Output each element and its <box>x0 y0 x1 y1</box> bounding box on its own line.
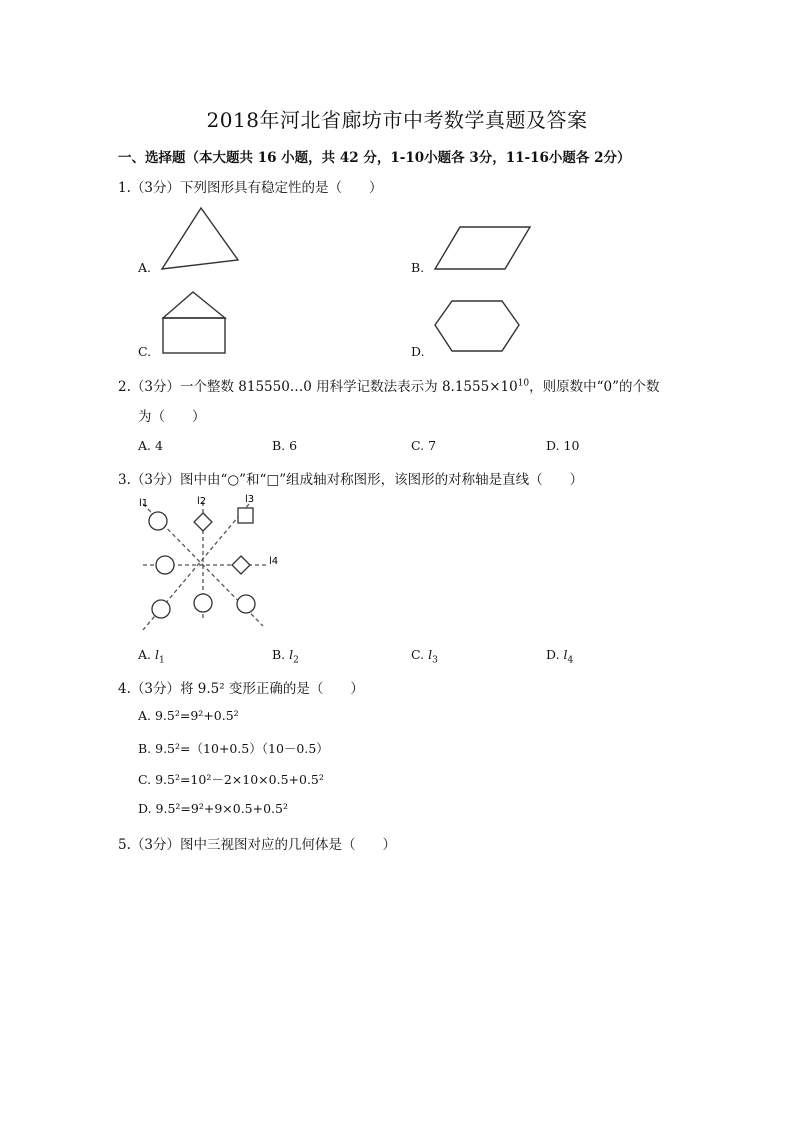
circle-shape <box>149 512 167 530</box>
q3-option-b-var: l <box>289 647 294 662</box>
q4-option-b: B. 9.5²=（10+0.5）（10－0.5） <box>138 741 329 756</box>
q3-option-c-var: l <box>428 647 433 662</box>
q1-option-a-label: A. <box>138 260 152 275</box>
q3-option-d-sub: 4 <box>567 655 574 666</box>
q2-stem-part1: 2.（3分）一个整数 815550…0 用科学记数法表示为 8.1555×10 <box>118 379 518 395</box>
circle-shape <box>194 594 212 612</box>
q5-stem: 5.（3分）图中三视图对应的几何体是（ ） <box>118 837 396 853</box>
diamond-square-shape <box>194 513 212 531</box>
q3-option-b-sub: 2 <box>293 655 299 666</box>
section-heading: 一、选择题（本大题共 16 小题，共 42 分，1-10小题各 3分，11-16小题各 2分） <box>118 150 631 166</box>
house-body-shape <box>163 318 225 353</box>
q2-option-d: D. 10 <box>546 438 580 453</box>
q2-stem-line2: 为（ ） <box>138 409 206 425</box>
q3-option-b-letter: B. <box>272 647 286 662</box>
circle-shape <box>152 600 170 618</box>
parallelogram-shape <box>435 227 530 269</box>
q4-stem: 4.（3分）将 9.5² 变形正确的是（ ） <box>118 681 364 697</box>
q3-option-c-letter: C. <box>411 647 425 662</box>
house-roof-shape <box>163 292 225 318</box>
q3-option-b <box>272 647 299 666</box>
q4-option-c: C. 9.5²=10²－2×10×0.5+0.5² <box>138 772 324 787</box>
q1-option-c-label: C. <box>138 344 152 359</box>
q2-option-b: B. 6 <box>272 438 298 453</box>
axis-l3-label: l3 <box>245 494 255 505</box>
q2-stem <box>118 375 660 395</box>
q2-stem-part2: ，则原数中“0”的个数 <box>529 379 660 395</box>
q3-option-a-var: l <box>155 647 159 662</box>
q1-parallelogram-figure <box>430 222 535 274</box>
q1-option-d-label: D. <box>411 344 425 359</box>
q1-option-b-label: B. <box>411 260 425 275</box>
q2-exponent: 10 <box>517 378 530 389</box>
square-shape <box>238 508 253 523</box>
q1-house-figure <box>156 288 232 358</box>
q4-option-d: D. 9.5²=9²+9×0.5+0.5² <box>138 801 288 816</box>
q3-option-d <box>546 647 573 666</box>
page-title: 2018年河北省廊坊市中考数学真题及答案 <box>206 108 588 132</box>
axis-l4-label: l4 <box>269 556 279 567</box>
q1-stem: 1.（3分）下列图形具有稳定性的是（ ） <box>118 180 383 196</box>
axis-l2-label: l2 <box>197 496 207 507</box>
q3-option-a-sub: 1 <box>159 655 165 666</box>
q3-symmetry-figure <box>135 492 285 634</box>
q3-option-d-letter: D. <box>546 647 560 662</box>
circle-shape <box>237 595 255 613</box>
axis-l1-label: l1 <box>139 498 149 509</box>
circle-shape <box>156 556 174 574</box>
q3-option-a-letter: A. <box>138 647 152 662</box>
q3-stem: 3.（3分）图中由“○”和“□”组成轴对称图形，该图形的对称轴是直线（ ） <box>118 472 584 488</box>
q1-triangle-figure <box>155 205 245 273</box>
triangle-shape <box>162 208 238 269</box>
q3-option-c-sub: 3 <box>432 655 438 666</box>
q3-option-c <box>411 647 438 666</box>
q2-option-c: C. 7 <box>411 438 437 453</box>
q2-option-a: A. 4 <box>138 438 163 453</box>
q3-option-a <box>138 647 165 666</box>
q1-hexagon-figure <box>430 296 524 356</box>
diamond-square-shape <box>232 556 250 574</box>
q4-option-a: A. 9.5²=9²+0.5² <box>138 708 239 723</box>
hexagon-shape <box>435 301 519 351</box>
q3-option-d-var: l <box>563 647 568 662</box>
